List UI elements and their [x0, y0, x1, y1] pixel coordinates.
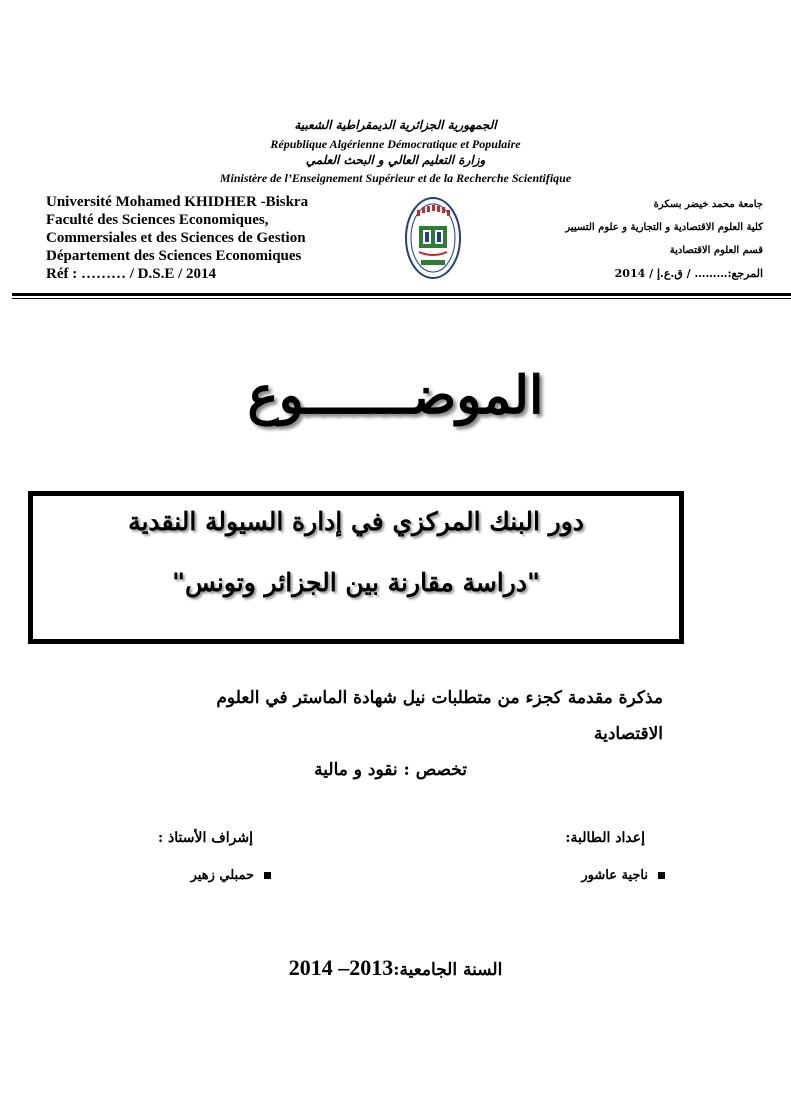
subject-heading: الموضـــــــوع [247, 365, 544, 426]
republic-name-ar: الجمهورية الجزائرية الديمقراطية الشعبية [294, 118, 497, 132]
academic-year-value: 2013– 2014 [288, 955, 394, 980]
student-label: إعداد الطالبة: [565, 830, 645, 846]
specialty: تخصص : نقود و مالية [314, 760, 467, 780]
academic-year-label: السنة الجامعية: [393, 960, 503, 980]
thesis-title: دور البنك المركزي في إدارة السيولة النقدية [128, 507, 584, 536]
university-name-fr: Université Mohamed KHIDHER -Biskra [46, 194, 309, 210]
university-block-ar [463, 193, 763, 285]
thesis-subtitle: "دراسة مقارنة بين الجزائر وتونس" [172, 568, 540, 597]
faculty-name-ar: كلية العلوم الاقتصادية و التجارية و علوم التسيير [565, 222, 763, 233]
ministry-name-fr: Ministère de l’Enseignement Supérieur et de la Recherche Scientifique [219, 171, 572, 185]
university-name-ar: جامعة محمد خيضر بسكرة [653, 199, 763, 210]
university-seal-icon [404, 196, 462, 280]
supervisor-label: إشراف الأستاذ : [158, 830, 253, 846]
memo-description: مذكرة مقدمة كجزء من متطلبات نيل شهادة الماستر في العلوم الاقتصادية [216, 688, 663, 744]
bullet-icon [264, 872, 271, 879]
student-entry [581, 868, 665, 883]
department-name-fr: Département des Sciences Economiques [46, 248, 302, 264]
university-block-fr [46, 193, 308, 283]
ministry-name-ar: وزارة التعليم العالي و البحث العلمي [305, 153, 486, 167]
header-divider-thin [12, 298, 791, 299]
reference-fr: Réf : ……… / D.S.E / 2014 [46, 266, 216, 282]
academic-year [0, 955, 791, 981]
supervisor-entry [191, 868, 271, 883]
reference-ar: المرجع:……… / ق.ع.إ / 2014 [614, 267, 763, 280]
student-name: ناجية عاشور [581, 868, 648, 883]
department-name-ar: قسم العلوم الاقتصادية [669, 245, 763, 256]
header-divider-thick [12, 293, 791, 296]
republic-name-fr: République Algérienne Démocratique et Populaire [270, 137, 521, 151]
bullet-icon [658, 872, 665, 879]
faculty-name-fr-2: Commersiales et des Sciences de Gestion [46, 230, 306, 246]
supervisor-name: حمبلي زهير [190, 868, 254, 883]
faculty-name-fr-1: Faculté des Sciences Economiques, [46, 212, 269, 228]
